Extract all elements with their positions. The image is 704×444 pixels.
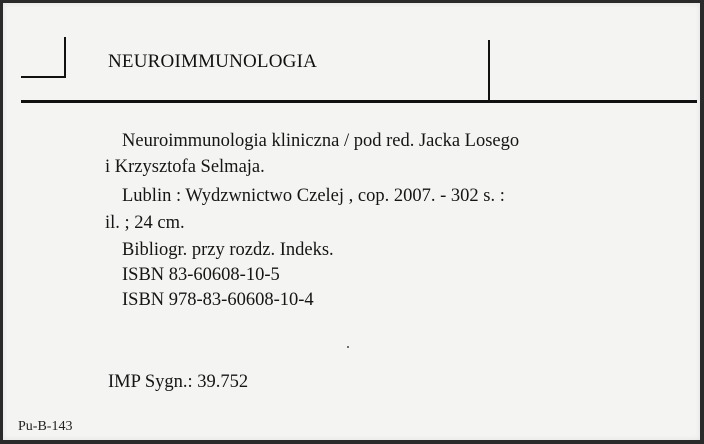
notes-line: Bibliogr. przy rozdz. Indeks.	[122, 240, 334, 260]
publication-line-2: il. ; 24 cm.	[105, 213, 185, 233]
heading-rule	[21, 100, 697, 103]
subject-heading: NEUROIMMUNOLOGIA	[108, 51, 318, 72]
corner-mark-horizontal	[21, 76, 65, 78]
catalog-card	[3, 3, 700, 440]
title-line-1: Neuroimmunologia kliniczna / pod red. Jacka Losego	[122, 131, 520, 151]
heading-divider-vertical	[488, 40, 490, 100]
stray-dot	[347, 346, 349, 348]
corner-mark-vertical	[64, 37, 66, 78]
publication-line-1: Lublin : Wydzwnictwo Czelej , cop. 2007. - 302 s. :	[122, 186, 505, 206]
title-line-2: i Krzysztofa Selmaja.	[105, 157, 265, 177]
shelfmark: IMP Sygn.: 39.752	[108, 372, 249, 392]
isbn-line-2: ISBN 978-83-60608-10-4	[122, 290, 314, 310]
card-code: Pu-B-143	[18, 419, 73, 434]
isbn-line-1: ISBN 83-60608-10-5	[122, 265, 280, 285]
